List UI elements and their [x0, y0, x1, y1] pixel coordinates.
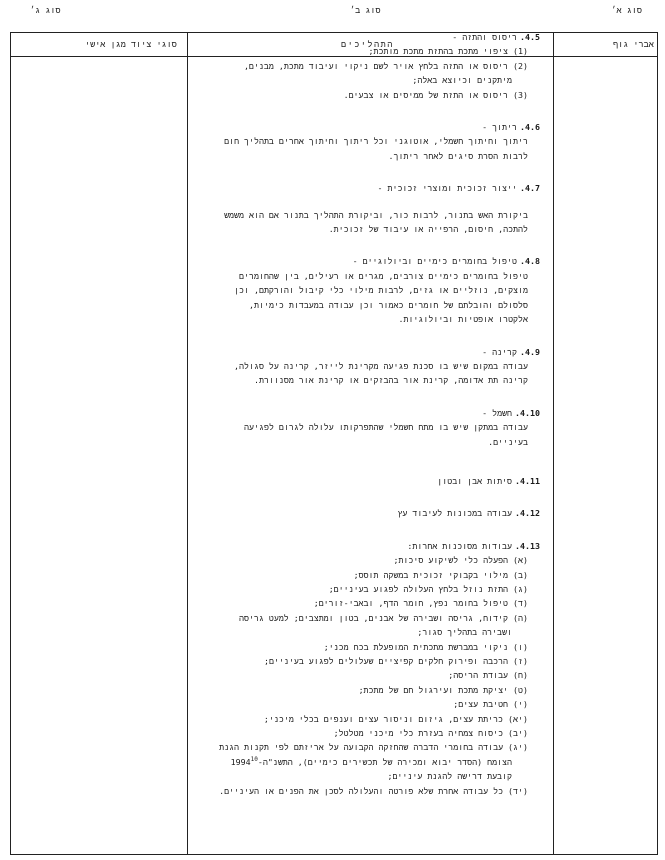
list-item: (ב) מילוי בקבוקי זכוכית במשקה תוסס; — [353, 569, 528, 580]
list-item: (ו) ניקוי במברשת מתכתית המופעלת בכח מכני; — [323, 641, 528, 652]
list-item: קובעת דרישה להגנת עיניים; — [387, 771, 512, 782]
section-title: טיפול בחומרים כימיים וביולוגיים - — [352, 256, 517, 267]
column-label-a: סוג א׳ — [611, 6, 642, 16]
list-item — [180, 755, 540, 769]
paragraph-line: סלסולם והובלתם של חומרים כאמור וכן עבודה במעבדות כימיות, — [249, 299, 528, 310]
list-item: (יב) כיסוח צמחיה בעזרת כלי מיכני מטלטל; — [333, 728, 528, 739]
section-4-7 — [180, 181, 540, 236]
list-item: (1) ציפוי מתכת בהתזת מתכת מותכת; — [368, 46, 528, 57]
paragraph-line: עבודה במקום שיש בו סכנת פגיעה מקרינת לייזר, קרינה על סגולה, — [234, 360, 528, 371]
paragraph-line: בעיניים. — [488, 436, 528, 447]
list-item: (3) ריסוס או התזת של ממיסים או צבעים. — [343, 89, 528, 100]
list-item: מיתקנים וכיוצא באלה; — [412, 75, 512, 86]
list-item: (יד) כל עבודה אחרת שלא פורטה והעלולה לסכן את הפנים או העיניים. — [219, 785, 528, 796]
list-item: ושבירה בתהליך סגור; — [417, 627, 512, 638]
list-item: (ח) עבודת הריסה; — [448, 670, 528, 681]
section-title: סיתות אבן ובטון — [437, 475, 513, 486]
section-number: 4.6. — [520, 122, 540, 133]
section-title: ריסוס והתזה - — [452, 32, 517, 42]
list-item: (ט) יציקת מתכת ועירגול חם של מתכת; — [358, 684, 528, 695]
section-title: קרינה - — [482, 346, 517, 357]
section-4-12 — [180, 506, 540, 520]
section-4-13 — [180, 539, 540, 798]
list-item: (י) חטיבת עצים; — [453, 699, 528, 710]
paragraph-line: קרינה תת אדומה, קרינת אור בהבזקים או קרינת אור מסנוורת. — [253, 375, 528, 386]
section-number: 4.8. — [520, 256, 540, 267]
section-title: חשמל - — [482, 407, 513, 418]
paragraph-line: טיפול בחומרים כימיים צורבים, מגרים או רעילים, בין שהחומרים — [239, 270, 528, 281]
section-title: ייצור זכוכית ומוצרי זכוכית - — [377, 183, 517, 194]
header-processes: התהליכים — [341, 40, 394, 50]
column-divider — [553, 33, 554, 854]
paragraph-line: ריתוך וחיתוך חשמלי, אוטוגני וכל ריתוך וחיתוך אחרים בתהליך חום — [224, 136, 528, 147]
section-4-5 — [180, 30, 540, 102]
paragraph-line: מוצקים, נוזליים או גזים, לרבות מילוי כלי קיבול והורקתם, וכן — [234, 285, 528, 296]
paragraph-line: אלקטרו אופטיות וביולוגיות. — [398, 314, 528, 325]
footnote-marker: 10 — [250, 756, 258, 764]
section-number: 4.9. — [520, 346, 540, 357]
paragraph-line: עבודה במתקן שיש בו מתח חשמלי שהתפרקותו עלולה לגרום לפגיעה — [244, 422, 528, 433]
section-4-8 — [180, 254, 540, 326]
column-label-c: סוג ג׳ — [30, 6, 61, 16]
top-labels — [0, 2, 665, 18]
section-4-10 — [180, 406, 540, 449]
section-4-6 — [180, 120, 540, 163]
section-number: 4.11. — [515, 475, 540, 486]
section-number: 4.13. — [515, 540, 540, 551]
section-number: 4.5. — [520, 32, 540, 42]
list-item: (ד) טיפול בחומר נפץ, חומר הדף, ובאבי-זורים; — [313, 598, 528, 609]
section-number: 4.12. — [515, 508, 540, 519]
list-item: (ה) קידוח, גריסה ושבירה של אבנים, בטון ומתצבים; למעט גריסה — [238, 612, 528, 623]
list-item: (2) ריסוס או התזה בלחץ אויר לשם ניקוי ועיבוד מתכת, מבנים, — [243, 60, 528, 71]
processes-column — [180, 30, 540, 798]
paragraph-line: להתכה, חיסום, הרפייה או עיבוד של זכוכית. — [328, 224, 528, 235]
section-4-9 — [180, 345, 540, 388]
list-item: (ז) הרכבה ופירוק חלקים קפיציים שעלולים לפגוע בעיניים; — [263, 656, 528, 666]
list-item: (א) הפעלה כלי לשיקוע סיכות; — [393, 555, 528, 566]
column-label-b: סוג ב׳ — [350, 6, 381, 16]
header-equipment: סוגי ציוד מגן אישי — [85, 40, 177, 50]
section-title: עבודות מסוכנות אחרות: — [407, 540, 513, 551]
paragraph-line: לרבות הסרת סיגים לאחר ריתוך. — [388, 150, 528, 161]
section-title: עבודה במכונות לעיבוד עץ — [397, 508, 513, 519]
header-organs: אברי גוף — [613, 40, 654, 50]
list-item-text: הצומח (הסדר יבוא ומכירה של תכשירים כימיים), התשנ"ה-1994 — [230, 756, 512, 767]
paragraph-line: ביקורת האש בתנור, לרבות כור, וביקורת התהליך בתנור אם הוא משמש — [224, 209, 528, 220]
section-number: 4.7. — [520, 183, 540, 194]
section-title: ריתוך - — [482, 122, 517, 133]
list-item: (ג) התזת נוזל בלחץ העלולה לפגוע בעיניים; — [328, 583, 528, 594]
list-item: (יג) עבודה בחומרי הדברה שהחזקה הקבועה על אריזתם לפי תקנות הגנת — [219, 742, 528, 753]
section-4-11 — [180, 474, 540, 488]
list-item: (יא) כריתת עצים, גיזום וניסור עצים וענפים בכלי מיכני; — [263, 713, 528, 724]
section-number: 4.10. — [515, 407, 540, 418]
